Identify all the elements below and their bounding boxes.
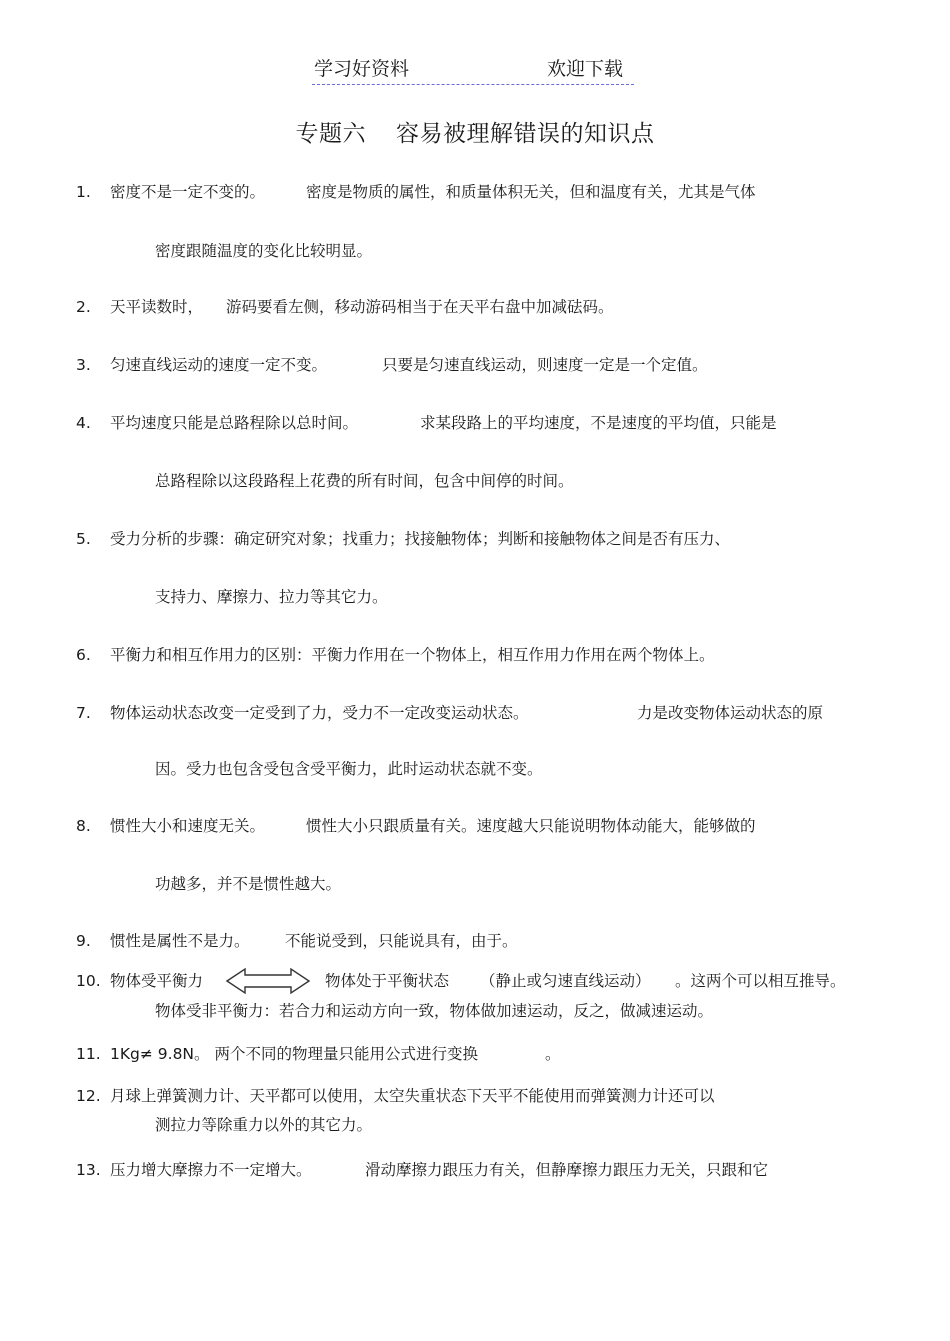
item-punctuation: 。	[545, 1045, 561, 1063]
item-number: 9.	[76, 932, 91, 950]
item-statement: 惯性大小和速度无关。	[110, 817, 266, 835]
item-continuation: 支持力、摩擦力、拉力等其它力。	[155, 588, 388, 606]
item-parenthetical: （静止或匀速直线运动）	[480, 972, 651, 990]
title-subject: 容易被理解错误的知识点	[396, 121, 655, 147]
item-statement: 月球上弹簧测力计、天平都可以使用，太空失重状态下天平不能使用而弹簧测力计还可以	[110, 1087, 715, 1105]
item-explanation: 力是改变物体运动状态的原	[637, 704, 824, 722]
double-arrow-icon	[225, 967, 311, 995]
header-left-text: 学习好资料	[314, 58, 410, 80]
item-number: 6.	[76, 646, 91, 664]
item-number: 8.	[76, 817, 91, 835]
item-statement: 物体受平衡力	[110, 972, 204, 990]
item-explanation: 不能说受到，只能说具有，由于。	[285, 932, 518, 950]
item-continuation: 物体受非平衡力：若合力和运动方向一致，物体做加速运动，反之，做减速运动。	[155, 1002, 714, 1020]
item-number: 4.	[76, 414, 91, 432]
item-statement: 平均速度只能是总路程除以总时间。	[110, 414, 359, 432]
item-continuation: 密度跟随温度的变化比较明显。	[155, 242, 373, 260]
item-number: 3.	[76, 356, 91, 374]
item-number: 11.	[76, 1045, 101, 1063]
item-explanation: 游码要看左侧，移动游码相当于在天平右盘中加减砝码。	[226, 298, 614, 316]
item-conclusion: 。这两个可以相互推导。	[675, 972, 846, 990]
item-number: 7.	[76, 704, 91, 722]
item-continuation: 功越多，并不是惯性越大。	[155, 875, 342, 893]
item-number: 13.	[76, 1161, 101, 1179]
page-title	[0, 118, 950, 150]
page-header	[312, 56, 634, 85]
item-statement: 压力增大摩擦力不一定增大。	[110, 1161, 312, 1179]
item-explanation: 只要是匀速直线运动，则速度一定是一个定值。	[382, 356, 708, 374]
item-statement: 物体运动状态改变一定受到了力，受力不一定改变运动状态。	[110, 704, 529, 722]
header-right-text: 欢迎下载	[547, 58, 624, 80]
item-continuation: 总路程除以这段路程上花费的所有时间，包含中间停的时间。	[155, 472, 574, 490]
item-statement: 1Kg≠ 9.8N。 两个不同的物理量只能用公式进行变换	[110, 1045, 478, 1063]
item-statement: 受力分析的步骤：确定研究对象；找重力；找接触物体；判断和接触物体之间是否有压力、	[110, 530, 731, 548]
item-continuation: 因。受力也包含受包含受平衡力，此时运动状态就不变。	[155, 760, 543, 778]
item-explanation: 求某段路上的平均速度，不是速度的平均值，只能是	[420, 414, 777, 432]
item-number: 12.	[76, 1087, 101, 1105]
item-explanation: 物体处于平衡状态	[325, 972, 450, 990]
item-explanation: 密度是物质的属性，和质量体积无关，但和温度有关，尤其是气体	[306, 183, 756, 201]
item-explanation: 滑动摩擦力跟压力有关，但静摩擦力跟压力无关，只跟和它	[365, 1161, 769, 1179]
item-number: 2.	[76, 298, 91, 316]
item-statement: 平衡力和相互作用力的区别：平衡力作用在一个物体上，相互作用力作用在两个物体上。	[110, 646, 715, 664]
item-statement: 惯性是属性不是力。	[110, 932, 250, 950]
item-continuation: 测拉力等除重力以外的其它力。	[155, 1116, 373, 1134]
item-statement: 匀速直线运动的速度一定不变。	[110, 356, 328, 374]
item-statement: 密度不是一定不变的。	[110, 183, 266, 201]
item-number: 1.	[76, 183, 91, 201]
title-topic: 专题六	[295, 121, 366, 147]
item-number: 5.	[76, 530, 91, 548]
item-explanation: 惯性大小只跟质量有关。速度越大只能说明物体动能大，能够做的	[306, 817, 756, 835]
item-statement: 天平读数时，	[110, 298, 204, 316]
item-number: 10.	[76, 972, 101, 990]
